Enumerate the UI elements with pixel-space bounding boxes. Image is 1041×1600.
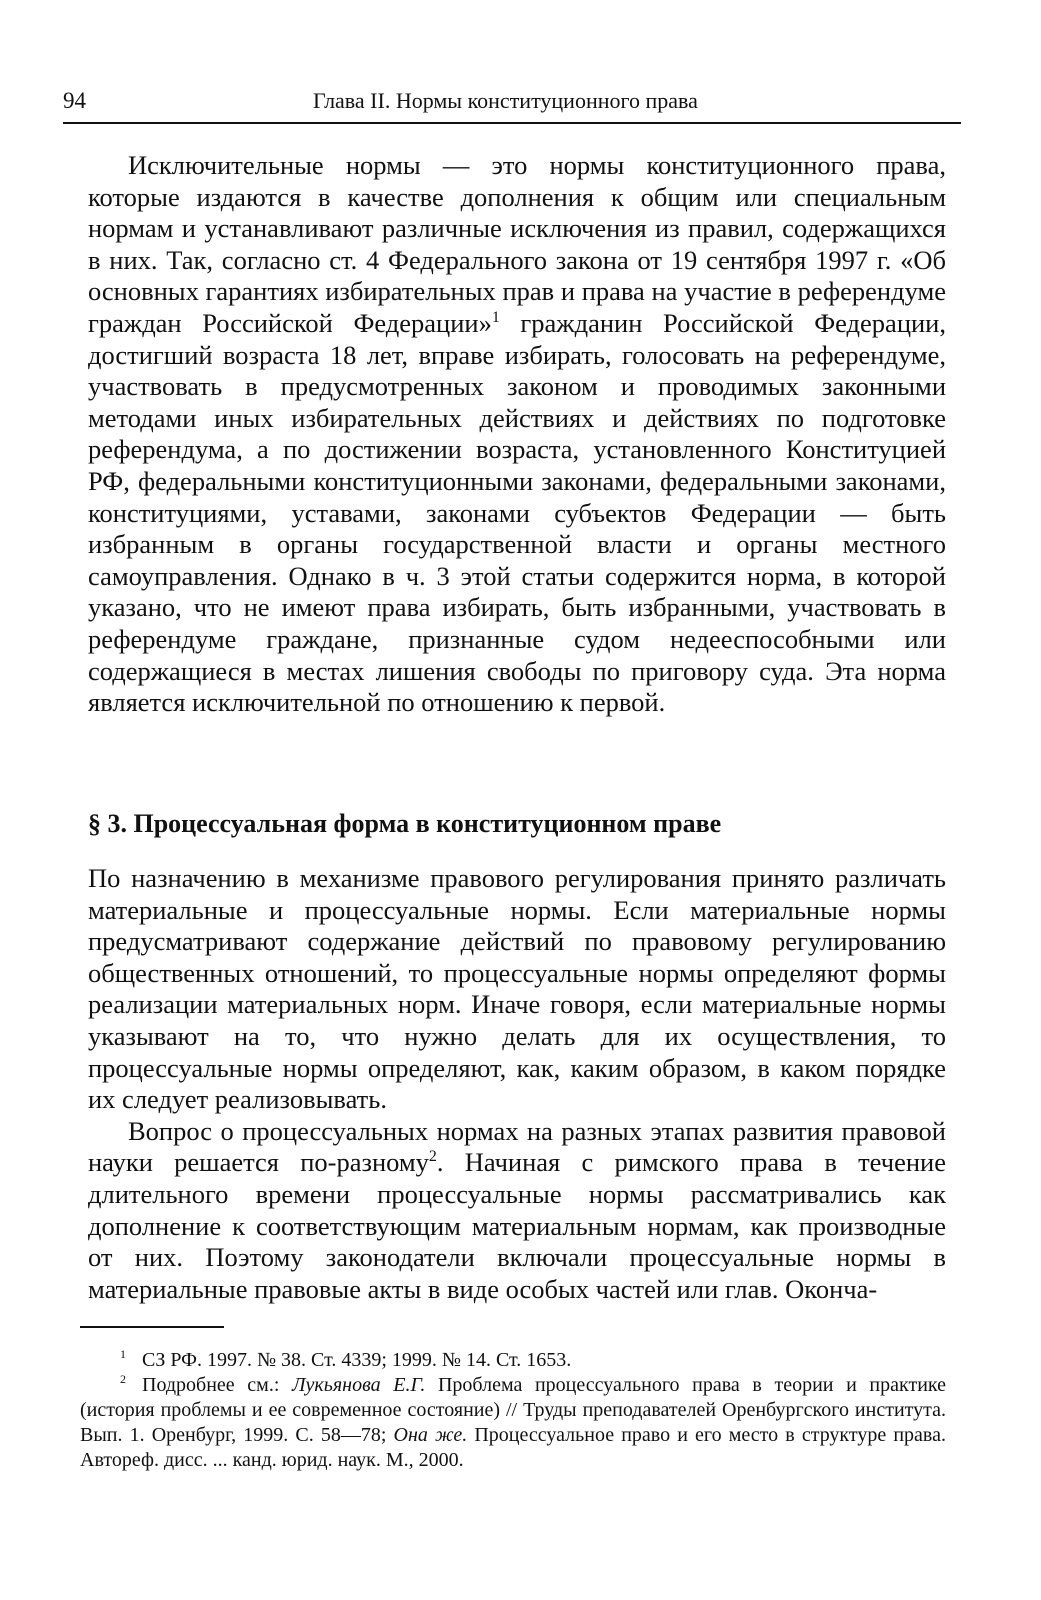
footnotes (80, 1348, 946, 1473)
footnote-reference: 2 (428, 1148, 437, 1166)
chapter-title: Глава II. Нормы конституционного права (313, 88, 698, 113)
footnote-text: Проблема процессуального права в теории и практике (история проблемы и ее современное состояние) // Труды преподавателей Оренбургского института. Вып. 1. Оренбург, 1999. С. 58—78; (80, 1374, 947, 1446)
paragraph (88, 1116, 946, 1306)
footnote-2: $^2$ Подробнее см.: Лукьянова Е.Г. Проблема процессуального права в теории и практике (история проблемы и ее современное состояние) // Труды преподавателей Оренбургского института. Вып. 1. Оренбург, 1999. С. 58—78; Она же. Процессуальное право и его место в структуре права. Автореф. дисс. ... канд. юрид. наук. М., 2000. (80, 1372, 947, 1471)
paragraph-text: Вопрос о процессуальных нормах на разных этапах развития правовой науки решается по-разному (88, 1115, 946, 1178)
footnote-text: Подробнее см.: (142, 1374, 292, 1396)
footnote-author: Лукьянова Е.Г. (292, 1374, 426, 1396)
running-header (63, 86, 961, 124)
section-heading: § 3. Процессуальная форма в конституционном праве (88, 809, 722, 838)
footnote-reference: 1 (491, 309, 500, 327)
footnote-text: СЗ РФ. 1997. № 38. Ст. 4339; 1999. № 14. Ст. 1653. (142, 1349, 572, 1371)
footnote-1: $^1$ СЗ РФ. 1997. № 38. Ст. 4339; 1999. № 14. Ст. 1653. (120, 1347, 572, 1371)
paragraph-text: гражданин Российской Федерации, достигший возраста 18 лет, вправе избирать, голосовать на референдуме, участвовать в предусмотренных законом и проводимых законными методами иных избирательных действиях и действиях по подготовке референдума, а по достижении возраста, установленного Конституцией РФ, федеральными конституционными законами, федеральными законами, конституциями, уставами, законами субъектов Федерации — быть избранным в органы государственной власти и органы местного самоуправления. Однако в ч. 3 этой статьи содержится норма, в которой указано, что не имеют права избирать, быть избранными, участвовать в референдуме граждане, признанные судом недееспособными или содержащиеся в местах лишения свободы по приговору суда. Эта норма является исключительной по отношению к первой. (88, 307, 946, 718)
page-number: 94 (63, 88, 86, 113)
paragraph (88, 150, 946, 719)
paragraph-exceptional-norms (88, 150, 946, 719)
paragraph-text: Исключительные нормы — это нормы конституционного права, которые издаются в качестве дополнения к общим или специальным нормам и устанавливают различные исключения из правил, содержащихся в них. Так, согласно ст. 4 Федерального закона от 19 сентября 1997 г. «Об основных гарантиях избирательных прав и права на участие в референдуме граждан Российской Федерации» (88, 150, 946, 338)
footnote-divider (80, 1326, 224, 1328)
footnote-text: Процессуальное право и его место в структуре права. Автореф. дисс. ... канд. юрид. наук. М., 2000. (80, 1424, 946, 1471)
paragraph-text: . Начиная с римского права в течение длительного времени процессуальные нормы рассматривались как дополнение к соответствующим материальным нормам, как производные от них. Поэтому законодатели включали процессуальные нормы в материальные правовые акты в виде особых частей или глав. Оконча- (88, 1147, 946, 1304)
footnote-same-author: Она же. (393, 1424, 468, 1446)
paragraph: По назначению в механизме правового регулирования принято различать материальные и процессуальные нормы. Если материальные нормы предусматривают содержание действий по правовому регулированию общественных отношений, то процессуальные нормы определяют формы реализации материальных норм. Иначе говоря, если материальные нормы указывают на то, что нужно делать для их осуществления, то процессуальные нормы определяют, как, каким образом, в каком порядке их следует реализовывать. (88, 863, 946, 1115)
section-body (88, 863, 946, 1305)
